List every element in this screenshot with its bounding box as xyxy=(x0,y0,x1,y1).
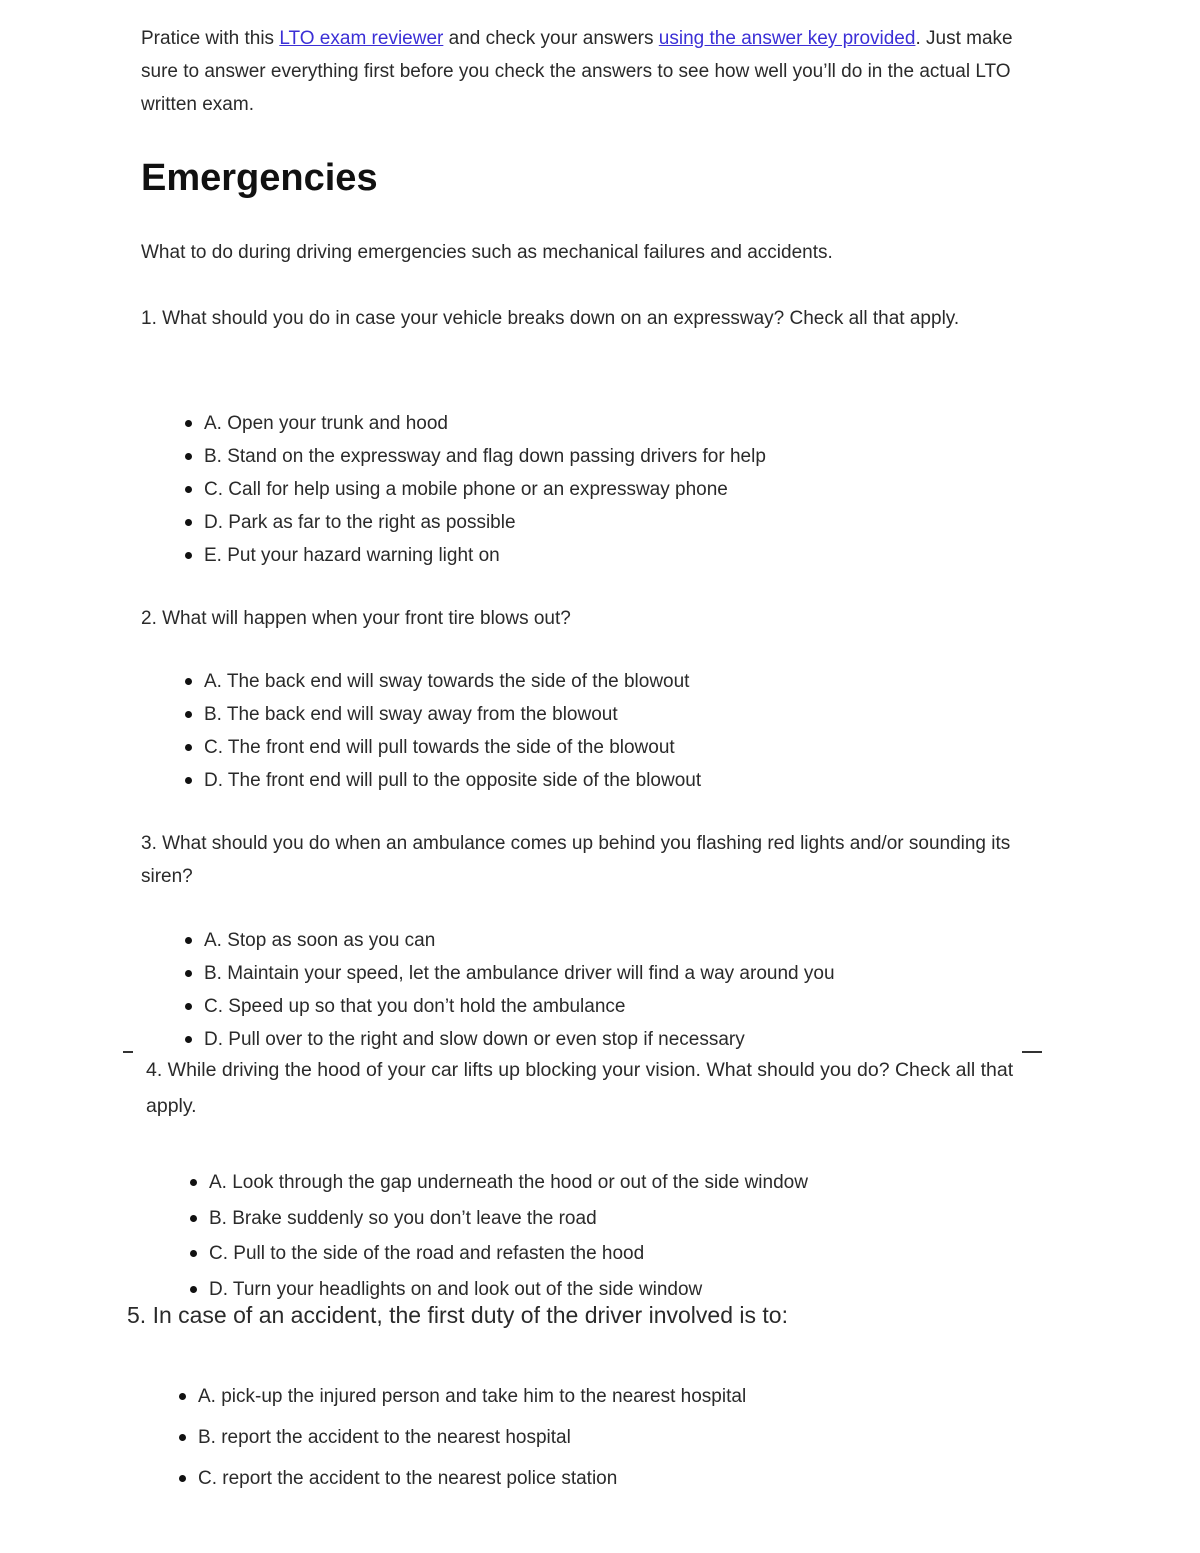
list-item: A. pick-up the injured person and take him to the nearest hospital xyxy=(176,1377,746,1418)
list-item: C. Speed up so that you don’t hold the ambulance xyxy=(182,990,835,1023)
question-2-options xyxy=(182,665,701,797)
question-1: 1. What should you do in case your vehicle breaks down on an expressway? Check all that apply. xyxy=(141,308,960,329)
lto-exam-reviewer-link[interactable]: LTO exam reviewer xyxy=(279,28,444,49)
question-5: 5. In case of an accident, the first duty of the driver involved is to: xyxy=(127,1302,788,1328)
list-item: A. Open your trunk and hood xyxy=(182,407,766,440)
list-item: D. Park as far to the right as possible xyxy=(182,506,766,539)
crop-mark-left xyxy=(123,1051,133,1053)
question-3: 3. What should you do when an ambulance comes up behind you flashing red lights and/or sounding its siren? xyxy=(141,833,1011,887)
section-description: What to do during driving emergencies such as mechanical failures and accidents. xyxy=(141,242,833,263)
intro-text-3: . Just make sure to answer everything first before you check the answers to see how well you’ll do in the actual LTO written exam. xyxy=(141,28,1013,115)
intro-text-1: Pratice with this xyxy=(141,28,280,49)
list-item: C. Call for help using a mobile phone or an expressway phone xyxy=(182,473,766,506)
list-item: B. Brake suddenly so you don’t leave the road xyxy=(187,1201,808,1237)
list-item: B. Stand on the expressway and flag down passing drivers for help xyxy=(182,440,766,473)
question-3-options xyxy=(182,924,835,1056)
list-item: B. report the accident to the nearest hospital xyxy=(176,1418,746,1459)
list-item: D. The front end will pull to the opposite side of the blowout xyxy=(182,764,701,797)
list-item: C. Pull to the side of the road and refasten the hood xyxy=(187,1236,808,1272)
list-item: A. The back end will sway towards the side of the blowout xyxy=(182,665,701,698)
list-item: A. Stop as soon as you can xyxy=(182,924,835,957)
list-item: A. Look through the gap underneath the hood or out of the side window xyxy=(187,1165,808,1201)
list-item: D. Pull over to the right and slow down or even stop if necessary xyxy=(182,1023,835,1056)
question-2: 2. What will happen when your front tire blows out? xyxy=(141,608,571,629)
list-item: C. The front end will pull towards the side of the blowout xyxy=(182,731,701,764)
list-item: C. report the accident to the nearest police station xyxy=(176,1459,746,1500)
intro-paragraph xyxy=(141,22,1041,121)
question-4: 4. While driving the hood of your car lifts up blocking your vision. What should you do? Check all that apply. xyxy=(146,1059,1014,1117)
question-4-options xyxy=(187,1165,808,1307)
list-item: B. Maintain your speed, let the ambulance driver will find a way around you xyxy=(182,957,835,990)
question-5-options xyxy=(176,1377,746,1500)
section-heading: Emergencies xyxy=(141,157,378,199)
list-item: D. Turn your headlights on and look out of the side window xyxy=(187,1272,808,1308)
question-1-options xyxy=(182,407,766,572)
list-item: B. The back end will sway away from the blowout xyxy=(182,698,701,731)
answer-key-link[interactable]: using the answer key provided xyxy=(658,28,916,49)
list-item: E. Put your hazard warning light on xyxy=(182,539,766,572)
intro-text-2: and check your answers xyxy=(443,28,659,49)
